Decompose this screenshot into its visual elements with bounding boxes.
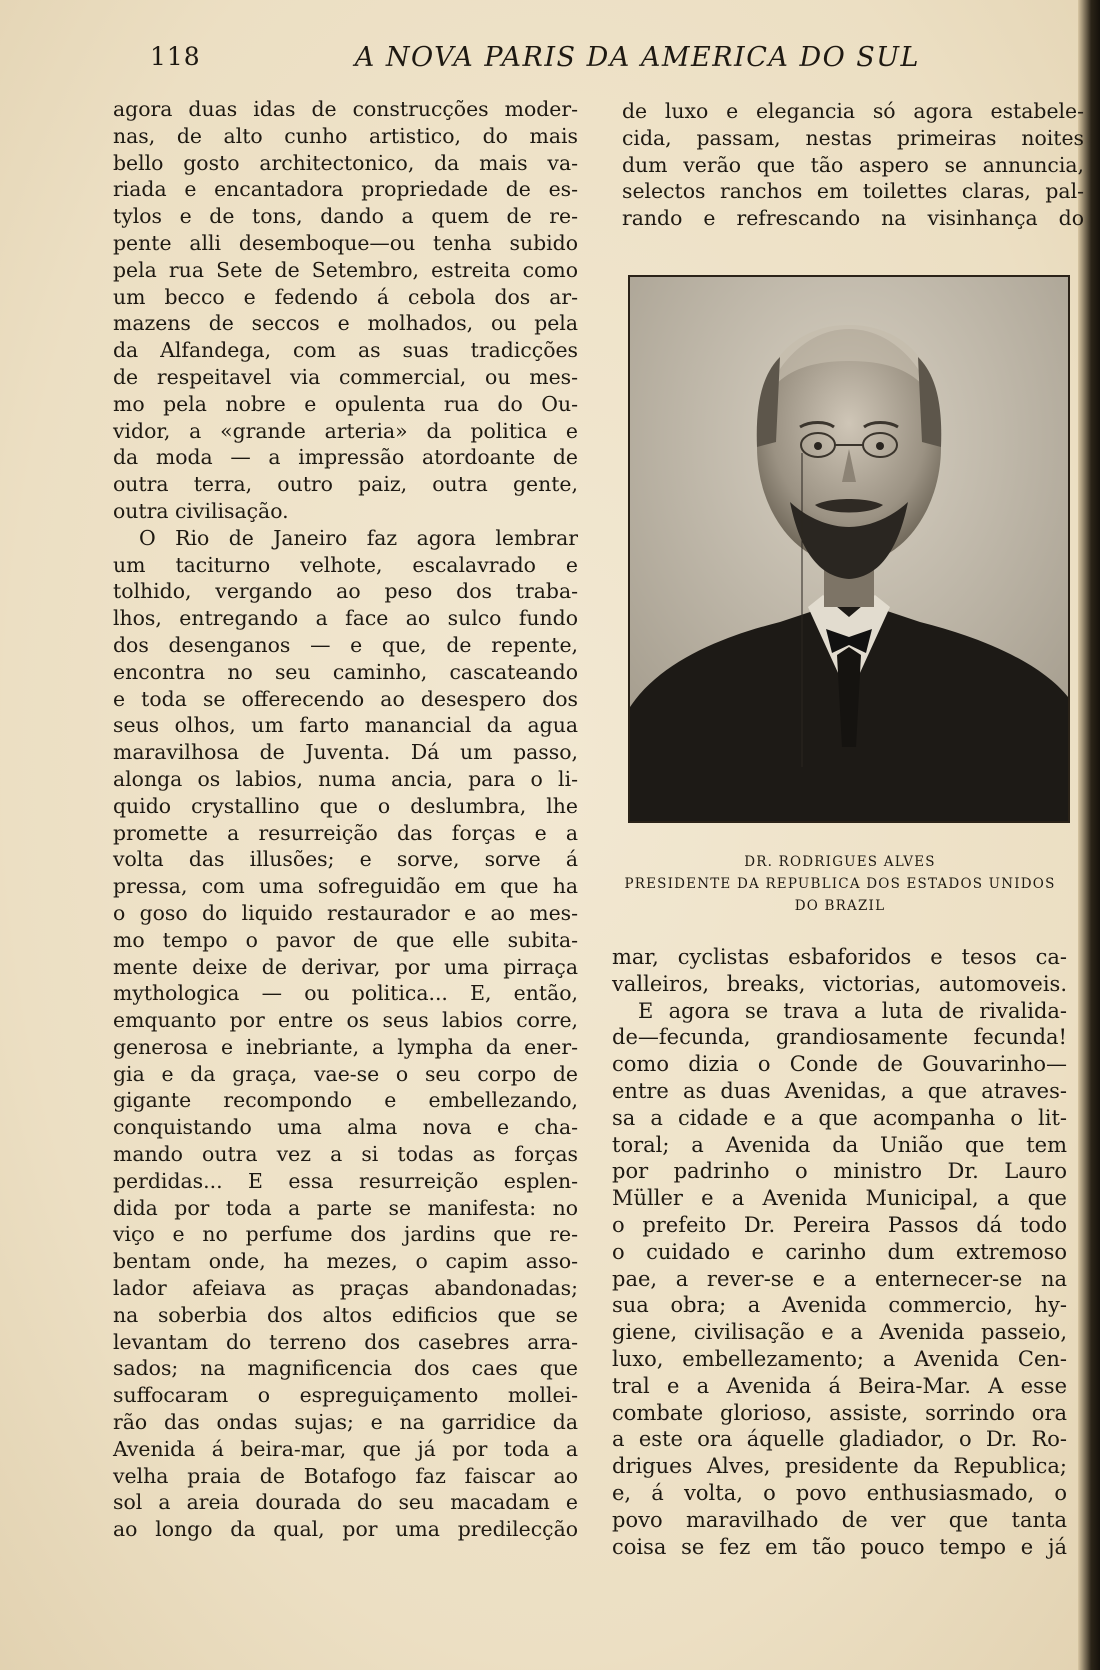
- text-line: generosa e inebriante, a lympha da ener-: [113, 1034, 578, 1059]
- text-line: toral; a Avenida da União que tem: [612, 1132, 1067, 1157]
- text-line: drigues Alves, presidente da Republica;: [612, 1454, 1067, 1479]
- text-line: pae, a rever-se e a enternecer-se na: [612, 1266, 1067, 1291]
- right-column-top: [622, 98, 1084, 232]
- text-line: O Rio de Janeiro faz agora lembrar: [139, 525, 578, 550]
- figure-caption-title: PRESIDENTE DA REPUBLICA DOS ESTADOS UNIDOS: [624, 876, 1056, 892]
- page-number: 118: [150, 42, 201, 71]
- text-line: como dizia o Conde de Gouvarinho—: [612, 1052, 1067, 1077]
- text-line: pela rua Sete de Setembro, estreita como: [113, 257, 578, 282]
- text-line: tolhido, vergando ao peso dos traba-: [113, 579, 578, 604]
- running-title: A NOVA PARIS DA AMERICA DO SUL: [354, 42, 920, 73]
- left-column: [113, 96, 578, 1543]
- text-line: sados; na magnificencia dos caes que: [113, 1356, 578, 1381]
- portrait-photo: [628, 275, 1070, 823]
- text-line: luxo, embellezamento; a Avenida Cen-: [612, 1346, 1067, 1371]
- text-line: o cuidado e carinho dum extremoso: [612, 1239, 1067, 1264]
- text-line: dos desenganos — e que, de repente,: [113, 632, 578, 657]
- text-line: dida por toda a parte se manifesta: no: [113, 1195, 578, 1220]
- text-line: sol a areia dourada do seu macadam e: [113, 1490, 578, 1515]
- text-line: entre as duas Avenidas, a que atraves-: [612, 1078, 1067, 1103]
- text-line: um becco e fedendo á cebola dos ar-: [113, 284, 578, 309]
- text-line: bello gosto architectonico, da mais va-: [113, 150, 578, 175]
- text-line: Avenida á beira-mar, que já por toda a: [113, 1436, 578, 1461]
- text-line: E agora se trava a luta de rivalida-: [638, 998, 1067, 1023]
- text-line: riada e encantadora propriedade de es-: [113, 177, 578, 202]
- text-line: mo tempo o pavor de que elle subita-: [113, 927, 578, 952]
- text-line: mente deixe de derivar, por uma pirraça: [113, 954, 578, 979]
- text-line: o goso do liquido restaurador e ao mes-: [113, 900, 578, 925]
- text-line: velha praia de Botafogo faz faiscar ao: [113, 1463, 578, 1488]
- text-line: giene, civilisação e a Avenida passeio,: [612, 1320, 1067, 1345]
- text-line: cida, passam, nestas primeiras noites: [622, 125, 1084, 150]
- text-line: coisa se fez em tão pouco tempo e já: [612, 1534, 1067, 1559]
- page-edge-shadow: [1078, 0, 1100, 1670]
- text-line: a este ora áquelle gladiador, o Dr. Ro-: [612, 1427, 1067, 1452]
- text-line: conquistando uma alma nova e cha-: [113, 1115, 578, 1140]
- text-line: outra terra, outro paiz, outra gente,: [113, 472, 578, 497]
- text-line: mazens de seccos e molhados, ou pela: [113, 311, 578, 336]
- text-line: emquanto por entre os seus labios corre,: [113, 1008, 578, 1033]
- text-line: pente alli desemboque—ou tenha subido: [113, 230, 578, 255]
- text-line: lador afeiava as praças abandonadas;: [113, 1276, 578, 1301]
- text-line: pressa, com uma sofreguidão em que ha: [113, 874, 578, 899]
- text-line: mar, cyclistas esbaforidos e tesos ca-: [612, 945, 1067, 969]
- text-line: de respeitavel via commercial, ou mes-: [113, 364, 578, 389]
- text-line: lhos, entregando a face ao sulco fundo: [113, 606, 578, 631]
- text-line: tral e a Avenida á Beira-Mar. A esse: [612, 1373, 1067, 1398]
- text-line: quido crystallino que o deslumbra, lhe: [113, 793, 578, 818]
- figure-caption-name: DR. RODRIGUES ALVES: [744, 854, 936, 870]
- text-line: da moda — a impressão atordoante de: [113, 445, 578, 470]
- text-line: volta das illusões; e sorve, sorve á: [113, 847, 578, 872]
- text-line: combate glorioso, assiste, sorrindo ora: [612, 1400, 1067, 1425]
- text-line: mo pela nobre e opulenta rua do Ou-: [113, 391, 578, 416]
- text-line: de luxo e elegancia só agora estabele-: [622, 99, 1084, 123]
- text-line: mando outra vez a si todas as forças: [113, 1142, 578, 1167]
- text-line: promette a resurreição das forças e a: [113, 820, 578, 845]
- text-line: bentam onde, ha mezes, o capim asso-: [113, 1249, 578, 1274]
- text-line: perdidas... E essa resurreição esplen-: [113, 1168, 578, 1193]
- text-line: povo maravilhado de ver que tanta: [612, 1507, 1067, 1532]
- text-line: levantam do terreno dos casebres arra-: [113, 1329, 578, 1354]
- text-line: vidor, a «grande arteria» da politica e: [113, 418, 578, 443]
- text-line: de—fecunda, grandiosamente fecunda!: [612, 1025, 1067, 1050]
- portrait-illustration: [630, 277, 1068, 821]
- text-line: tylos e de tons, dando a quem de re-: [113, 204, 578, 229]
- text-line: e, á volta, o povo enthusiasmado, o: [612, 1480, 1067, 1505]
- text-line: um taciturno velhote, escalavrado e: [113, 552, 578, 577]
- text-line: mythologica — ou politica... E, então,: [113, 981, 578, 1006]
- text-line: seus olhos, um farto manancial da agua: [113, 713, 578, 738]
- text-line: gia e da graça, vae-se o seu corpo de: [113, 1061, 578, 1086]
- text-line: sa a cidade e a que acompanha o lit-: [612, 1105, 1067, 1130]
- text-line: alonga os labios, numa ancia, para o li-: [113, 766, 578, 791]
- text-line: Müller e a Avenida Municipal, a que: [612, 1186, 1067, 1211]
- text-line: dum verão que tão aspero se annuncia,: [622, 152, 1084, 177]
- text-line: encontra no seu caminho, cascateando: [113, 659, 578, 684]
- text-line: e toda se offerecendo ao desespero dos: [113, 686, 578, 711]
- text-line: agora duas idas de construcções moder-: [113, 97, 578, 121]
- text-line: nas, de alto cunho artistico, do mais: [113, 123, 578, 148]
- text-line: por padrinho o ministro Dr. Lauro: [612, 1159, 1067, 1184]
- text-line: maravilhosa de Juventa. Dá um passo,: [113, 740, 578, 765]
- text-line: selectos ranchos em toilettes claras, pal-: [622, 179, 1084, 204]
- text-line: outra civilisação.: [113, 498, 289, 523]
- text-line: gigante recompondo e embellezando,: [113, 1088, 578, 1113]
- text-line: valleiros, breaks, victorias, automoveis.: [612, 971, 1067, 996]
- text-line: sua obra; a Avenida commercio, hy-: [612, 1293, 1067, 1318]
- text-line: rando e refrescando na visinhança do: [622, 206, 1084, 231]
- figure-caption-country: DO BRAZIL: [794, 898, 886, 914]
- text-line: o prefeito Dr. Pereira Passos dá todo: [612, 1212, 1067, 1237]
- text-line: viço e no perfume dos jardins que re-: [113, 1222, 578, 1247]
- text-line: rão das ondas sujas; e na garridice da: [113, 1410, 578, 1435]
- text-line: suffocaram o espreguiçamento mollei-: [113, 1383, 578, 1408]
- text-line: na soberbia dos altos edificios que se: [113, 1302, 578, 1327]
- text-line: ao longo da qual, por uma predilecção: [113, 1517, 578, 1542]
- page-header: [150, 40, 920, 80]
- text-line: da Alfandega, com as suas tradicções: [113, 338, 578, 363]
- right-column-bottom: [612, 944, 1067, 1560]
